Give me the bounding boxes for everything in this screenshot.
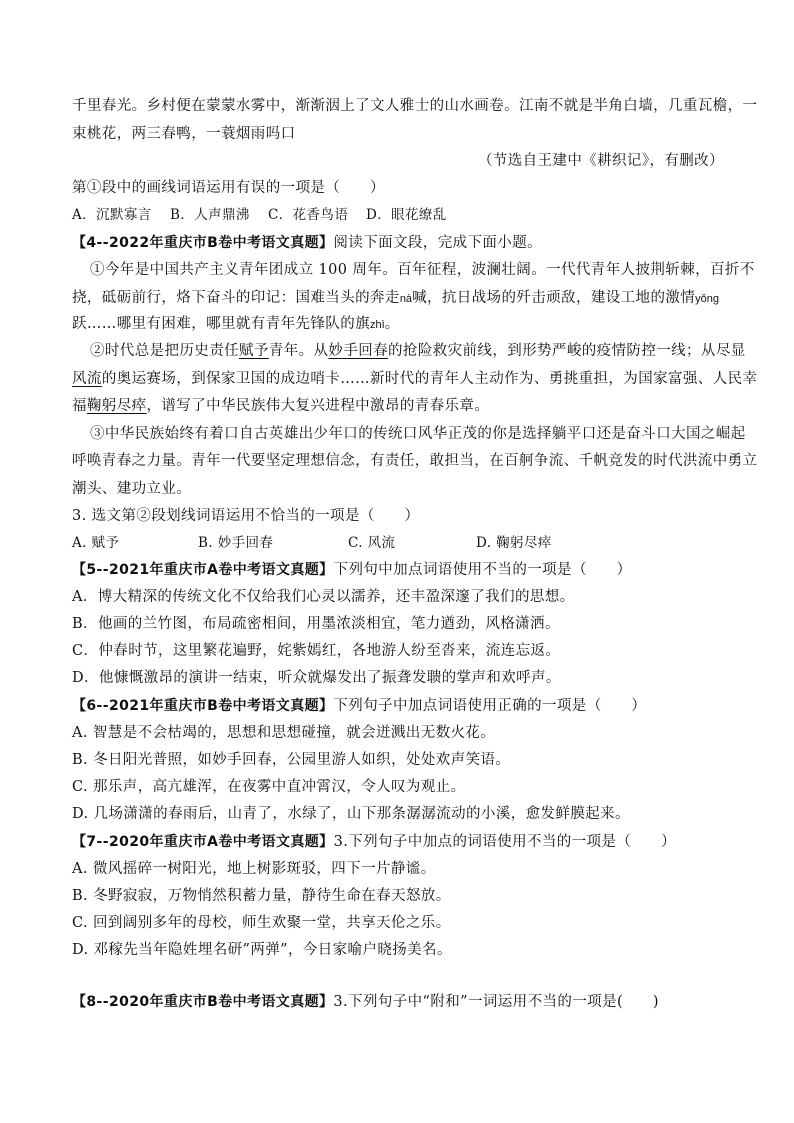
option-b: B. 冬日阳光普照，如妙手回春，公园里游人如织，处处欢声笑语。	[72, 752, 511, 768]
question-stem: 3.下列句子中加点的词语使用不当的一项是（ ）	[333, 834, 676, 850]
option-d: D. 几场潇潇的春雨后，山青了，水绿了，山下那条潺潺流动的小溪，愈发鲜膜起来。	[72, 806, 630, 822]
text-segment: 的奥运赛场，到保家卫国的成边哨卡……新时代的青年人主动作为、勇挑重担，为国家富强、人民幸	[101, 371, 758, 387]
options-row	[72, 533, 728, 553]
underlined-word: 鞠躬尽瘁	[86, 398, 147, 414]
paragraph-line	[72, 314, 728, 335]
text-segment: ②时代总是把历史责任	[90, 343, 239, 359]
option-b: B．人声鼎沸	[170, 207, 250, 223]
text-segment: 喊，抗日战场的歼击顽敌，建设工地的激情	[412, 290, 696, 306]
paragraph-line: 呼唤青春之力量。青年一代要坚定理想信念，有责任，敢担当，在百舸争流、千帆竞发的时代洪流中勇立	[72, 453, 758, 469]
option-d: D．他慷慨激昂的演讲一结束，听众就爆发出了振聋发聩的掌声和欢呼声。	[72, 670, 561, 686]
question-header-row	[72, 832, 728, 852]
question-source-header: 【5--2021年重庆市A卷中考语文真题】	[72, 562, 334, 578]
option-b: B. 妙手回春	[198, 535, 274, 551]
question-stem: 3.下列句子中“附和”一词运用不当的一项是( )	[333, 994, 659, 1010]
option-a: A．沉默寡言	[72, 207, 152, 223]
question-header-row	[72, 233, 728, 253]
option-a: A. 微风摇碎一树阳光，地上树影斑驳，四下一片静谧。	[72, 861, 436, 877]
underlined-word: 赋予	[239, 343, 269, 359]
paragraph-line	[72, 288, 728, 309]
option-b: B．他画的兰竹图，布局疏密相间，用墨浓淡相宜，笔力遒劲，风格潇洒。	[72, 616, 560, 632]
option-c: C. 那乐声，高亢雄浑，在夜雾中直冲霄汉，令人叹为观止。	[72, 779, 466, 795]
text-segment: 福	[72, 398, 87, 414]
option-d: D．眼花缭乱	[366, 207, 447, 223]
pinyin: zhì	[370, 319, 385, 331]
question-header-row	[72, 992, 728, 1012]
question-header-row	[72, 696, 728, 716]
question-intro: 阅读下面文段，完成下面小题。	[333, 235, 543, 251]
option-a: A. 智慧是不会枯竭的，思想和思想碰撞，就会迸溅出无数火花。	[72, 725, 496, 741]
option-d: D. 邓稼先当年隐姓埋名研”两弹”，今日家喻户晓扬美名。	[72, 942, 452, 958]
text-segment: ，谱写了中华民族伟大复兴进程中激昂的青春乐章。	[146, 398, 490, 414]
options-row	[72, 205, 728, 225]
paragraph-line: 潮头、建功立业。	[72, 481, 192, 497]
pinyin: nà	[399, 293, 413, 305]
text-segment: 的抢险救灾前线，到形势严峻的疫情防控一线；从尽显	[388, 343, 746, 359]
underlined-word: 风流	[72, 371, 102, 387]
passage-line: 千里春光。乡村便在蒙蒙水雾中，渐渐洇上了文人雅士的山水画卷。江南不就是半角白墙，几重瓦檐，一	[72, 98, 758, 114]
option-c: C．仲春时节，这里繁花遍野，姹紫嫣红，各地游人纷至沓来，流连忘返。	[72, 643, 561, 659]
option-b: B. 冬野寂寂，万物悄然积蓄力量，静待生命在春天怒放。	[72, 888, 451, 904]
question-stem: 第①段中的画线词语运用有误的一项是（ ）	[72, 180, 385, 196]
paragraph-line	[90, 341, 746, 361]
question-source-header: 【8--2020年重庆市B卷中考语文真题】	[72, 994, 334, 1010]
paragraph-line	[72, 396, 728, 416]
underlined-word: 妙手回春	[328, 343, 389, 359]
text-segment: 挠，砥砺前行，烙下奋斗的印记：国难当头的奔走	[72, 290, 400, 306]
question-source-header: 【6--2021年重庆市B卷中考语文真题】	[72, 698, 334, 714]
text-segment: 。	[384, 316, 400, 332]
pinyin: yǒng	[695, 293, 720, 305]
question-stem: 3. 选文第②段划线词语运用不恰当的一项是（ ）	[72, 508, 420, 524]
question-source-header: 【7--2020年重庆市A卷中考语文真题】	[72, 834, 334, 850]
question-source-header: 【4--2022年重庆市B卷中考语文真题】	[72, 235, 334, 251]
text-segment: 跃……哪里有困难，哪里就有青年先锋队的旗	[72, 316, 370, 332]
option-d: D. 鞠躬尽瘁	[476, 535, 552, 551]
option-a: A．博大精深的传统文化不仅给我们心灵以濡养，还丰盈深邃了我们的思想。	[72, 589, 575, 605]
question-header-row	[72, 560, 728, 580]
option-c: C. 风流	[348, 535, 396, 551]
option-c: C．花香鸟语	[268, 207, 349, 223]
option-a: A. 赋予	[72, 535, 120, 551]
question-stem: 下列句子中加点词语使用正确的一项是（ ）	[333, 698, 647, 714]
text-segment: 青年。从	[268, 343, 329, 359]
paragraph-line: ③中华民族始终有着口自古英雄出少年口的传统口风华正茂的你是选择躺平口还是奋斗口大国之崛起	[90, 426, 746, 442]
paragraph-line: ①今年是中国共产主义青年团成立 100 周年。百年征程，波澜壮阔。一代代青年人披荆斩棘，百折不	[90, 262, 755, 278]
question-stem: 下列句中加点词语使用不当的一项是（ ）	[333, 562, 632, 578]
passage-line: 束桃花，两三春鸭，一蓑烟雨吗口	[72, 126, 296, 142]
passage-source: （节选自王建中《耕织记》，有删改）	[477, 153, 724, 169]
option-c: C. 回到阔别多年的母校，师生欢聚一堂，共享天伦之乐。	[72, 915, 451, 931]
paragraph-line	[72, 369, 758, 389]
